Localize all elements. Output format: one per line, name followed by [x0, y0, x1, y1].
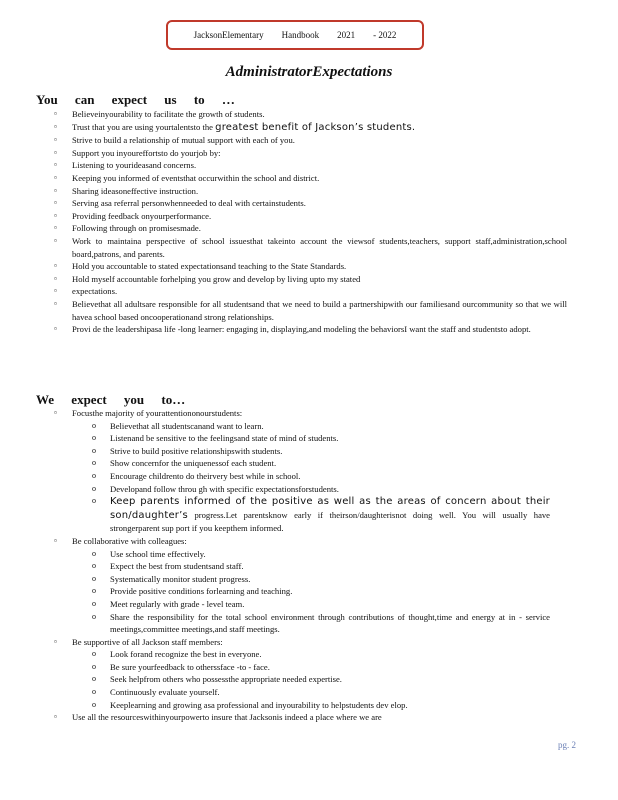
list-item: o Believethat all studentscanand want to learn.	[92, 420, 264, 431]
circle-bullet-icon: o	[92, 458, 96, 468]
section1-heading: You can expect us to …	[36, 92, 235, 107]
circle-bullet-icon: o	[92, 598, 96, 608]
list-item: o Listenand be sensitive to the feelingsand state of mind of students.	[92, 433, 339, 444]
circle-bullet-icon: o	[92, 649, 96, 659]
page-title: AdministratorExpectations	[225, 64, 393, 80]
list-item: ▫ Support you inyoureffortsto do yourjob by:	[54, 147, 221, 158]
circle-bullet-icon: o	[92, 470, 96, 480]
bullet-icon: ▫	[54, 172, 57, 182]
list-item: o Look forand recognize the best in everyone.	[92, 649, 262, 660]
list-item: ▫ Hold myself accountable forhelping you grow and develop by living upto my stated	[54, 273, 361, 284]
bullet-icon: ▫	[54, 185, 57, 195]
bullet-icon: ▫	[54, 712, 57, 722]
bullet-icon: ▫	[54, 235, 57, 245]
list-item: o Use school time effectively.	[92, 548, 206, 559]
circle-bullet-icon: o	[92, 420, 96, 430]
bullet-icon: ▫	[54, 160, 57, 170]
circle-bullet-icon: o	[92, 483, 96, 493]
list-item: o Encourage childrento do theirvery best while in school.	[92, 470, 301, 481]
header-year-end: - 2022	[373, 30, 397, 40]
bullet-icon: ▫	[54, 636, 57, 646]
list-item: ▫ Sharing ideasoneffective instruction.	[54, 185, 199, 196]
list-item: ▫ Use all the resourceswithinyourpowerto insure that Jacksonis indeed a place where we are	[54, 712, 382, 723]
bullet-icon: ▫	[54, 147, 57, 157]
circle-bullet-icon: o	[92, 561, 96, 571]
group-label: ▫ Focusthe majority of yourattentiononourstudents:	[54, 408, 243, 418]
list-item: o Continuously evaluate yourself.	[92, 687, 220, 698]
list-item: ▫ Strive to build a relationship of mutual support with each of you.	[54, 135, 295, 146]
header-box	[166, 20, 424, 50]
bullet-icon: ▫	[54, 223, 57, 233]
list-item: ▫ Hold you accountable to stated expectationsand teaching to the State Standards.	[54, 261, 347, 272]
bullet-icon: ▫	[54, 286, 57, 296]
circle-bullet-icon: o	[92, 433, 96, 443]
list-item: ▫ Work to maintaina perspective of school issuesthat takeinto account the viewsof students,teachers, support staff,administration,school board,patrons, and parents.	[54, 235, 567, 259]
list-item: o Strive to build positive relationshipswith students.	[92, 445, 283, 456]
list-item: ▫ Keeping you informed of eventsthat occurwithin the school and district.	[54, 172, 320, 183]
circle-bullet-icon: o	[92, 496, 96, 506]
bullet-icon: ▫	[54, 135, 57, 145]
header-school: JacksonElementary	[193, 30, 264, 40]
list-item: ▫ Trust that you are using yourtalentsto the greatest benefit of Jackson’s students.	[54, 121, 416, 133]
bullet-icon: ▫	[54, 121, 57, 131]
group-label: ▫ Be supportive of all Jackson staff members:	[54, 636, 223, 647]
group-label: ▫ Be collaborative with colleagues:	[54, 535, 187, 546]
list-item: ▫ Believeinyourability to facilitate the growth of students.	[54, 109, 265, 119]
list-item: o Provide positive conditions forlearning and teaching.	[92, 586, 293, 597]
bullet-icon: ▫	[54, 210, 57, 220]
section2-list	[0, 407, 618, 724]
bullet-icon: ▫	[54, 109, 57, 118]
section1-list	[0, 108, 618, 336]
circle-bullet-icon: o	[92, 699, 96, 709]
list-item: ▫ Providing feedback onyourperformance.	[54, 210, 212, 221]
list-item: ▫ Following through on promisesmade.	[54, 223, 201, 234]
circle-bullet-icon: o	[92, 586, 96, 596]
list-item: ▫ Serving asa referral personwhenneeded to deal with certainstudents.	[54, 198, 306, 209]
circle-bullet-icon: o	[92, 674, 96, 684]
bullet-icon: ▫	[54, 324, 57, 334]
list-item: o Meet regularly with grade - level team.	[92, 598, 245, 609]
circle-bullet-icon: o	[92, 573, 96, 583]
circle-bullet-icon: o	[92, 611, 96, 621]
list-item: o Expect the best from studentsand staff.	[92, 561, 244, 572]
section2-heading: We expect you to…	[36, 392, 186, 407]
list-item: o Show concernfor the uniquenessof each student.	[92, 458, 277, 469]
bullet-icon: ▫	[54, 198, 57, 208]
header-year-start: 2021	[337, 30, 356, 40]
list-item: o Keeplearning and growing asa professional and inyourability to helpstudents dev elop.	[92, 699, 408, 710]
list-item: o Share the responsibility for the total school environment through contributions of thought,time and energy at in - service meetings,committee meetings,and staff meetings.	[92, 611, 550, 635]
circle-bullet-icon: o	[92, 687, 96, 697]
circle-bullet-icon: o	[92, 548, 96, 558]
list-item: ▫ expectations.	[54, 286, 118, 297]
bullet-icon: ▫	[54, 535, 57, 545]
circle-bullet-icon: o	[92, 661, 96, 671]
circle-bullet-icon: o	[92, 445, 96, 455]
list-item: o Keep parents informed of the positive as well as the areas of concern about their son/daughter’s progress.Let parentsknow early if theirson/daughterisnot doing well. You will usually have strongerparent sup port if you keepthem informed.	[92, 496, 550, 534]
list-item: ▫ Listening to yourideasand concerns.	[54, 160, 197, 171]
header-doc: Handbook	[281, 30, 320, 40]
bullet-icon: ▫	[54, 273, 57, 283]
list-item: o Developand follow throu gh with specific expectationsforstudents.	[92, 483, 339, 494]
list-item: o Be sure yourfeedback to otherssface -to - face.	[92, 661, 270, 672]
bullet-icon: ▫	[54, 298, 57, 308]
bullet-icon: ▫	[54, 408, 57, 417]
list-item: o Systematically monitor student progress.	[92, 573, 251, 584]
list-item: ▫ Provi de the leadershipasa life -long learner: engaging in, displaying,and modeling the behaviorsI want the staff and studentsto adopt.	[54, 324, 531, 335]
bullet-icon: ▫	[54, 261, 57, 271]
list-item: o Seek helpfrom others who possessthe appropriate needed expertise.	[92, 674, 342, 685]
page-number: pg. 2	[558, 740, 576, 750]
list-item: ▫ Believethat all adultsare responsible for all studentsand that we need to build a partnershipwith our familiesand ourcommunity so that we will havea school based oncooperationand strong relationships.	[54, 298, 567, 322]
